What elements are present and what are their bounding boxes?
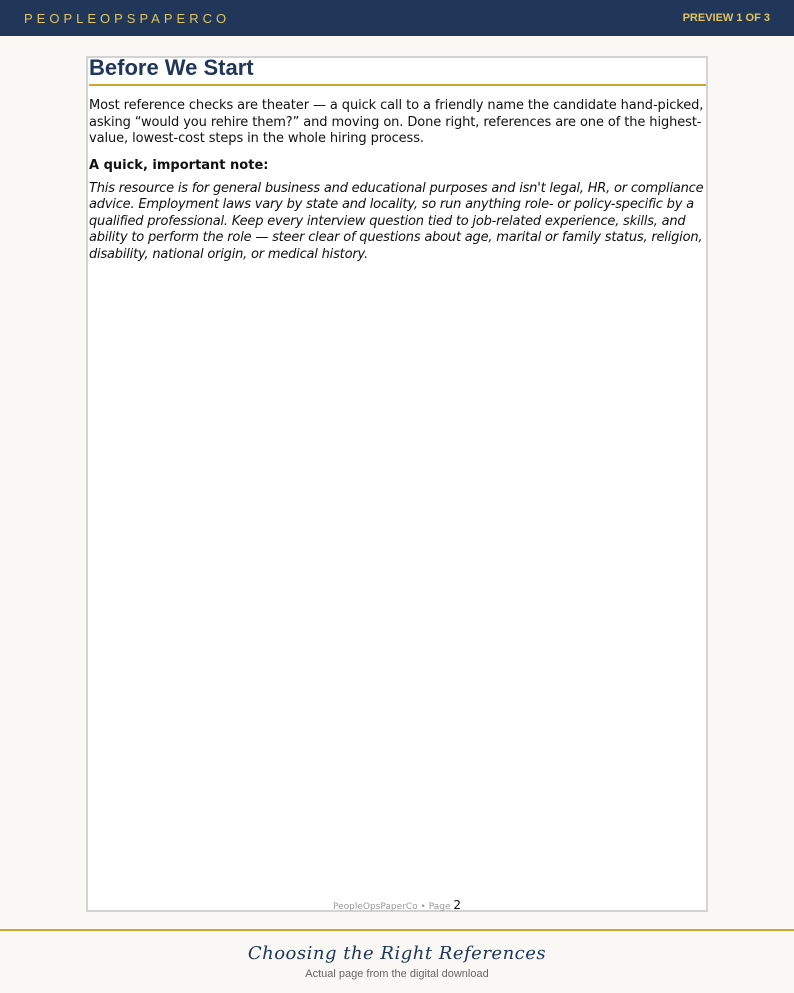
page-title: Before We Start [89, 55, 254, 80]
page-content [89, 55, 706, 263]
caption-divider [0, 929, 794, 931]
document-page-preview [86, 56, 708, 912]
footer-page-label: Page [428, 902, 451, 912]
top-banner [0, 0, 794, 36]
title-divider [89, 84, 706, 86]
brand-name: PEOPLEOPSPAPERCO [24, 10, 231, 26]
footer-separator: • [420, 902, 426, 912]
note-body: This resource is for general business and educational purposes and isn't legal, HR, or compliance advice. Employment laws vary by state and locality, so run anything role- or policy-specific by a qualified professional. Keep every interview question tied to job-related experience, skills, and ability to perform the role — steer clear of questions about age, marital or family status, religion, disability, national origin, or medical history. [89, 180, 704, 262]
footer-brand: PeopleOpsPaperCo [332, 902, 418, 912]
note-heading: A quick, important note: [89, 157, 269, 173]
intro-paragraph: Most reference checks are theater — a quick call to a friendly name the candidate hand-picked, asking “would you rehire them?” and moving on. Done right, references are one of the highest-value, lowest-cost steps in the whole hiring process. [89, 98, 704, 146]
preview-counter: PREVIEW 1 OF 3 [682, 12, 770, 24]
product-title: Choosing the Right References [247, 943, 547, 964]
footer-page-number: 2 [453, 898, 462, 912]
product-subtitle: Actual page from the digital download [305, 968, 489, 980]
page-footer [88, 898, 706, 912]
